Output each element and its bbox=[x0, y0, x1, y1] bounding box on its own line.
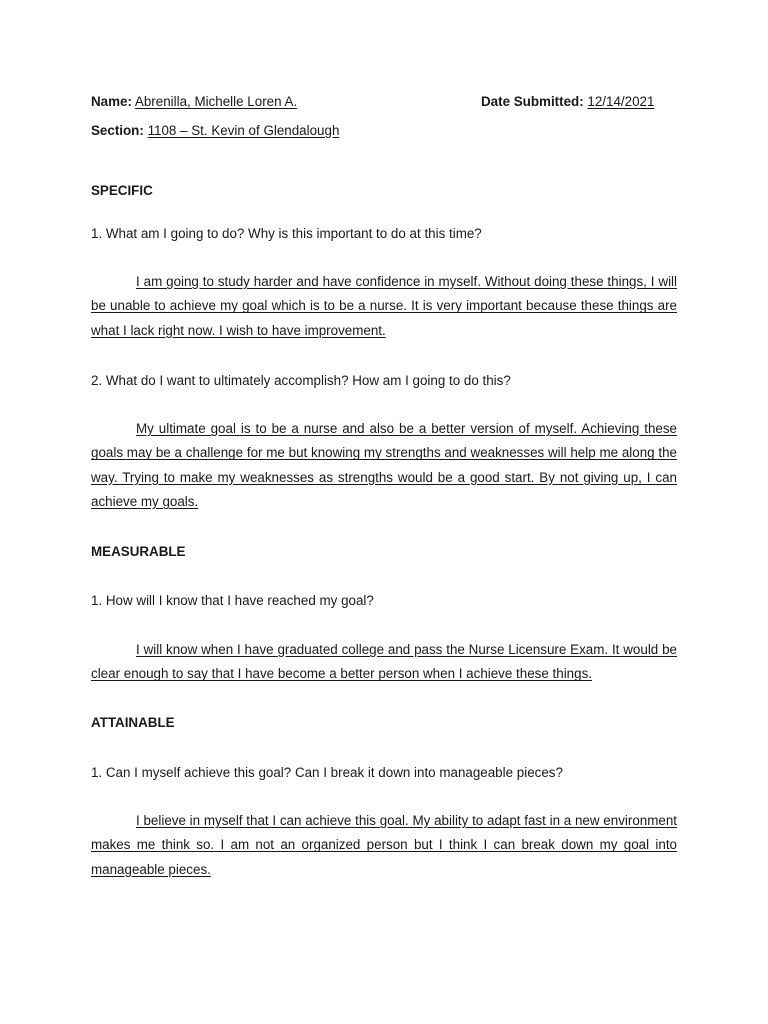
attainable-question-1: 1. Can I myself achieve this goal? Can I break it down into manageable pieces? bbox=[91, 765, 563, 780]
name-line bbox=[91, 94, 297, 110]
name-value: Abrenilla, Michelle Loren A. bbox=[134, 94, 298, 109]
date-value: 12/14/2021 bbox=[587, 94, 655, 109]
specific-answer-2: My ultimate goal is to be a nurse and also be a better version of myself. Achieving these goals may be a challenge for me but knowing my strengths and weaknesses will help me along the way. Trying to make my weaknesses as strengths would be a good start. By not giving up, I can achieve my goals. bbox=[91, 421, 677, 509]
section-line bbox=[91, 123, 339, 139]
measurable-question-1: 1. How will I know that I have reached my goal? bbox=[91, 593, 374, 608]
specific-heading: SPECIFIC bbox=[91, 183, 153, 198]
measurable-heading: MEASURABLE bbox=[91, 544, 186, 559]
section-label: Section: bbox=[91, 123, 144, 138]
section-value: 1108 – St. Kevin of Glendalough bbox=[147, 123, 340, 138]
specific-question-2: 2. What do I want to ultimately accomplish? How am I going to do this? bbox=[91, 373, 511, 388]
date-line bbox=[481, 94, 654, 110]
date-label: Date Submitted: bbox=[481, 94, 584, 109]
attainable-heading: ATTAINABLE bbox=[91, 715, 175, 730]
measurable-answer-1: I will know when I have graduated college and pass the Nurse Licensure Exam. It would be clear enough to say that I have become a better person when I achieve these things. bbox=[91, 642, 677, 682]
name-label: Name: bbox=[91, 94, 132, 109]
specific-answer-1: I am going to study harder and have confidence in myself. Without doing these things, I will be unable to achieve my goal which is to be a nurse. It is very important because these things are what I lack right now. I wish to have improvement. bbox=[91, 274, 677, 338]
attainable-answer-1: I believe in myself that I can achieve this goal. My ability to adapt fast in a new environment makes me think so. I am not an organized person but I think I can break down my goal into manageable pieces. bbox=[91, 813, 677, 877]
specific-question-1: 1. What am I going to do? Why is this important to do at this time? bbox=[91, 226, 482, 241]
